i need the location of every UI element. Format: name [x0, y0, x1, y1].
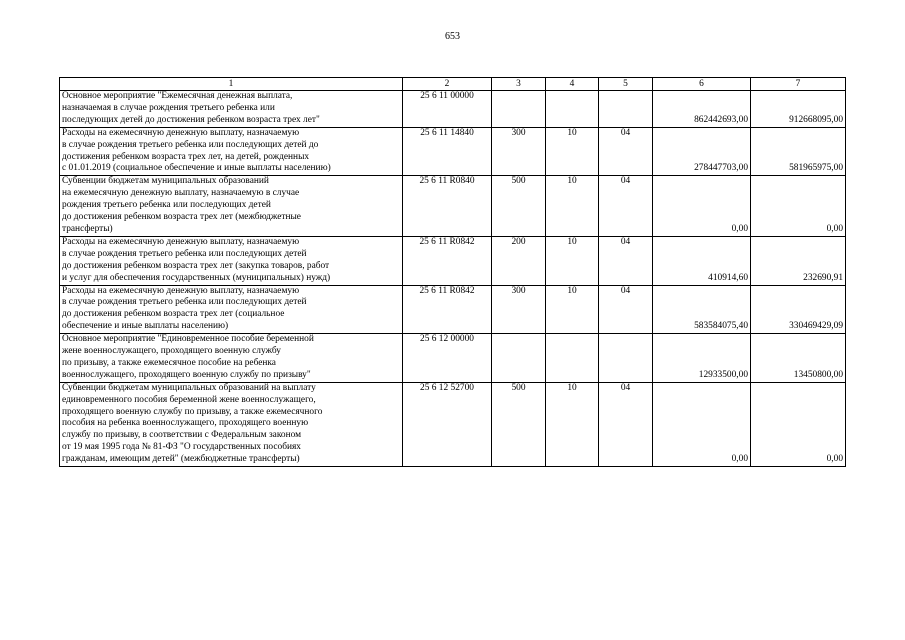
target-article-code: 25 6 12 52700	[403, 382, 492, 466]
expense-type-code	[492, 334, 546, 383]
row-name: Расходы на ежемесячную денежную выплату, назначаемую в случае рождения третьего ребенка или последующих детей до достижения ребенком возраста трех лет (социальное обеспечение и иные выплаты населению)	[60, 285, 403, 334]
budget-table	[59, 77, 846, 467]
target-article-code: 25 6 11 R0842	[403, 285, 492, 334]
section-code	[546, 334, 599, 383]
expense-type-code	[492, 91, 546, 128]
amount-year-2: 912668095,00	[751, 91, 846, 128]
subsection-code: 04	[599, 127, 653, 176]
section-code: 10	[546, 176, 599, 237]
expense-type-code: 500	[492, 382, 546, 466]
amount-year-2: 581965975,00	[751, 127, 846, 176]
amount-year-1: 0,00	[653, 176, 751, 237]
table-row	[60, 285, 846, 334]
expense-type-code: 200	[492, 236, 546, 285]
expense-type-code: 500	[492, 176, 546, 237]
amount-year-1: 0,00	[653, 382, 751, 466]
target-article-code: 25 6 11 14840	[403, 127, 492, 176]
table-row	[60, 236, 846, 285]
row-name: Субвенции бюджетам муниципальных образований на ежемесячную денежную выплату, назначаемую в случае рождения третьего ребенка или последующих детей до достижения ребенком возраста трех лет (межбюджетные трансферты)	[60, 176, 403, 237]
table-row	[60, 127, 846, 176]
amount-year-1: 583584075,40	[653, 285, 751, 334]
target-article-code: 25 6 11 R0842	[403, 236, 492, 285]
target-article-code: 25 6 12 00000	[403, 334, 492, 383]
column-number-row	[60, 78, 846, 91]
column-number: 2	[403, 78, 492, 91]
row-name: Основное мероприятие "Единовременное пособие беременной жене военнослужащего, проходящего военную службу по призыву, а также ежемесячное пособие на ребенка военнослужащего, проходящего военную службу по призыву"	[60, 334, 403, 383]
amount-year-1: 410914,60	[653, 236, 751, 285]
section-code: 10	[546, 127, 599, 176]
row-name: Основное мероприятие "Ежемесячная денежная выплата, назначаемая в случае рождения третьего ребенка или последующих детей до достижения ребенком возраста трех лет"	[60, 91, 403, 128]
column-number: 5	[599, 78, 653, 91]
table-row	[60, 176, 846, 237]
column-number: 1	[60, 78, 403, 91]
subsection-code: 04	[599, 382, 653, 466]
expense-type-code: 300	[492, 285, 546, 334]
row-name: Субвенции бюджетам муниципальных образований на выплату единовременного пособия беременной жене военнослужащего, проходящего военную службу по призыву, а также ежемесячного пособия на ребенка военнослужащего, проходящего военную службу по призыву, в соответствии с Федеральным законом от 19 мая 1995 года № 81-ФЗ "О государственных пособиях гражданам, имеющим детей" (межбюджетные трансферты)	[60, 382, 403, 466]
amount-year-2: 330469429,09	[751, 285, 846, 334]
amount-year-2: 0,00	[751, 176, 846, 237]
row-name: Расходы на ежемесячную денежную выплату, назначаемую в случае рождения третьего ребенка или последующих детей до достижения ребенком возраста трех лет (закупка товаров, работ и услуг для обеспечения государственных (муниципальных) нужд)	[60, 236, 403, 285]
section-code: 10	[546, 382, 599, 466]
amount-year-2: 13450800,00	[751, 334, 846, 383]
section-code: 10	[546, 285, 599, 334]
table-body	[60, 91, 846, 467]
amount-year-2: 232690,91	[751, 236, 846, 285]
target-article-code: 25 6 11 00000	[403, 91, 492, 128]
row-name: Расходы на ежемесячную денежную выплату, назначаемую в случае рождения третьего ребенка или последующих детей до достижения ребенком возраста трех лет, на детей, рожденных с 01.01.2019 (социальное обеспечение и иные выплаты населению)	[60, 127, 403, 176]
section-code	[546, 91, 599, 128]
subsection-code	[599, 334, 653, 383]
subsection-code: 04	[599, 285, 653, 334]
section-code: 10	[546, 236, 599, 285]
subsection-code	[599, 91, 653, 128]
expense-type-code: 300	[492, 127, 546, 176]
column-number: 6	[653, 78, 751, 91]
amount-year-1: 862442693,00	[653, 91, 751, 128]
target-article-code: 25 6 11 R0840	[403, 176, 492, 237]
subsection-code: 04	[599, 236, 653, 285]
table-row	[60, 382, 846, 466]
column-number: 4	[546, 78, 599, 91]
amount-year-1: 278447703,00	[653, 127, 751, 176]
column-number: 3	[492, 78, 546, 91]
amount-year-2: 0,00	[751, 382, 846, 466]
table-row	[60, 91, 846, 128]
table-row	[60, 334, 846, 383]
amount-year-1: 12933500,00	[653, 334, 751, 383]
subsection-code: 04	[599, 176, 653, 237]
page-number: 653	[445, 31, 460, 42]
column-number: 7	[751, 78, 846, 91]
